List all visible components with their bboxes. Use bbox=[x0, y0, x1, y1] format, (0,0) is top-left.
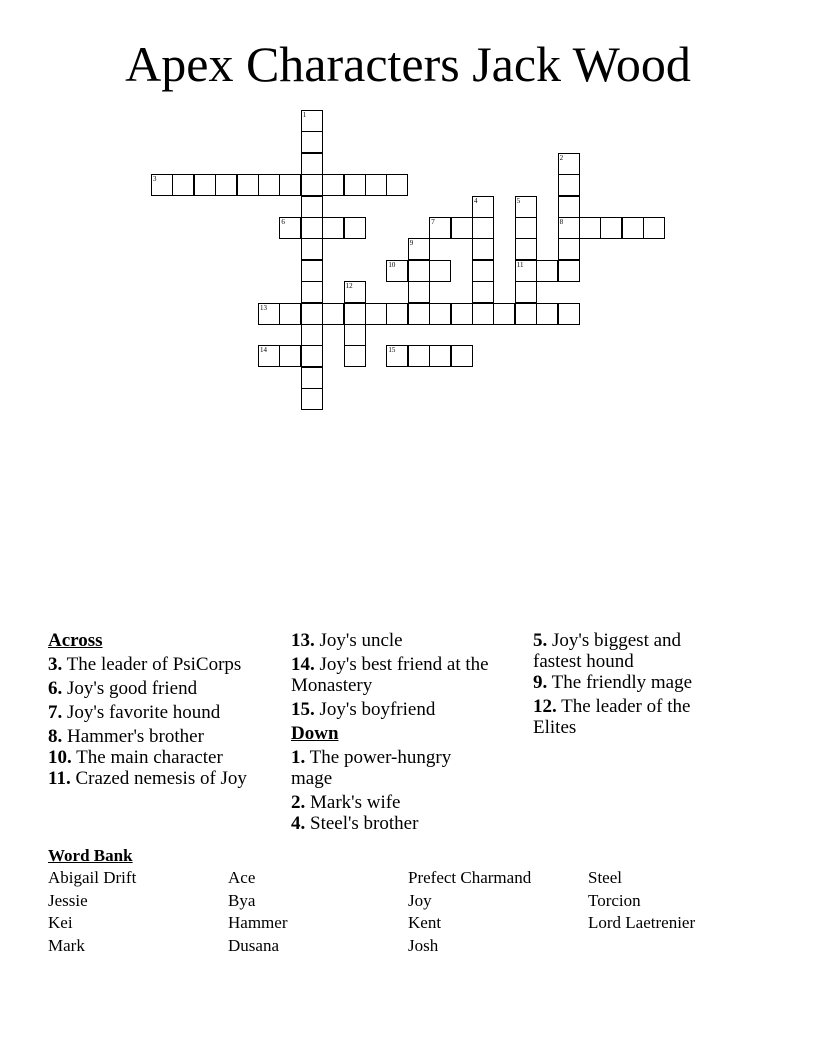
crossword-cell[interactable] bbox=[344, 345, 366, 367]
word-bank-item: Torcion bbox=[588, 890, 641, 910]
word-bank-title: Word Bank bbox=[48, 846, 133, 865]
crossword-cell[interactable] bbox=[301, 303, 323, 325]
crossword-cell[interactable] bbox=[515, 217, 537, 239]
clue-number: 10 bbox=[388, 260, 396, 269]
crossword-cell[interactable] bbox=[408, 303, 430, 325]
clue-across-8: 8. Hammer's brother bbox=[48, 726, 204, 747]
clue-across-13: 13. Joy's uncle bbox=[291, 630, 403, 651]
crossword-cell[interactable] bbox=[194, 174, 216, 196]
crossword-cell[interactable] bbox=[600, 217, 622, 239]
crossword-cell[interactable] bbox=[344, 324, 366, 346]
word-bank-item: Mark bbox=[48, 936, 85, 956]
word-bank-item: Ace bbox=[228, 868, 256, 887]
clue-number: 13 bbox=[260, 303, 267, 312]
crossword-cell[interactable] bbox=[472, 217, 494, 239]
clue-down-1: 1. The power-hungry mage bbox=[291, 747, 452, 789]
crossword-cell[interactable] bbox=[558, 174, 580, 196]
clue-number: 7 bbox=[431, 218, 435, 226]
clue-number: 15 bbox=[388, 346, 396, 355]
clue-down-5: 5. Joy's biggest and fastest hound bbox=[533, 630, 682, 672]
clue-down-12: 12. The leader of the Elites bbox=[533, 696, 691, 738]
crossword-cell[interactable] bbox=[386, 345, 408, 367]
crossword-cell[interactable] bbox=[151, 174, 173, 196]
crossword-cell[interactable] bbox=[622, 217, 644, 239]
crossword-cell[interactable] bbox=[386, 303, 408, 325]
crossword-cell[interactable] bbox=[408, 281, 430, 303]
crossword-cell[interactable] bbox=[386, 260, 408, 282]
crossword-cell[interactable] bbox=[558, 303, 580, 325]
clue-number: 14 bbox=[260, 346, 267, 355]
crossword-cell[interactable] bbox=[322, 303, 344, 325]
crossword-cell[interactable] bbox=[408, 238, 430, 260]
crossword-cell[interactable] bbox=[429, 217, 451, 239]
crossword-cell[interactable] bbox=[408, 260, 430, 282]
word-bank-item: Josh bbox=[408, 936, 439, 956]
crossword-cell[interactable] bbox=[515, 238, 537, 260]
crossword-cell[interactable] bbox=[472, 196, 494, 218]
crossword-cell[interactable] bbox=[301, 260, 323, 282]
clue-across-14: 14. Joy's best friend at the Monastery bbox=[291, 654, 489, 696]
clues-column-2 bbox=[291, 630, 491, 837]
clue-number: 4 bbox=[474, 196, 478, 205]
clues-column-1 bbox=[48, 630, 248, 792]
word-bank-item: Abigail Drift bbox=[48, 868, 137, 887]
crossword-cell[interactable] bbox=[301, 217, 323, 239]
crossword-cell[interactable] bbox=[365, 174, 387, 196]
crossword-cell[interactable] bbox=[536, 260, 558, 282]
crossword-cell[interactable] bbox=[429, 345, 451, 367]
crossword-cell[interactable] bbox=[386, 174, 408, 196]
crossword-cell[interactable] bbox=[258, 303, 280, 325]
clue-number: 12 bbox=[345, 282, 353, 291]
crossword-cell[interactable] bbox=[322, 174, 344, 196]
word-bank-item: Dusana bbox=[228, 936, 279, 956]
clue-number: 3 bbox=[153, 175, 157, 184]
crossword-cell[interactable] bbox=[472, 303, 494, 325]
crossword-cell[interactable] bbox=[558, 238, 580, 260]
down-heading: Down bbox=[291, 723, 339, 744]
across-heading: Across bbox=[48, 630, 103, 651]
puzzle-title: Apex Characters Jack Wood bbox=[125, 36, 691, 92]
crossword-cell[interactable] bbox=[344, 281, 366, 303]
word-bank-item: Kei bbox=[48, 913, 73, 933]
clue-number: 5 bbox=[516, 196, 521, 205]
crossword-cell[interactable] bbox=[536, 303, 558, 325]
crossword-cell[interactable] bbox=[344, 217, 366, 239]
clue-down-2: 2. Mark's wife bbox=[291, 792, 401, 813]
word-bank bbox=[48, 867, 768, 958]
crossword-cell[interactable] bbox=[472, 260, 494, 282]
crossword-cell[interactable] bbox=[451, 217, 473, 239]
crossword-cell[interactable] bbox=[258, 345, 280, 367]
clue-across-10: 10. The main character bbox=[48, 747, 223, 768]
crossword-cell[interactable] bbox=[301, 388, 323, 410]
crossword-cell[interactable] bbox=[279, 303, 301, 325]
clue-across-15: 15. Joy's boyfriend bbox=[291, 699, 436, 720]
crossword-cell[interactable] bbox=[301, 281, 323, 303]
crossword-cell[interactable] bbox=[451, 345, 473, 367]
crossword-grid bbox=[0, 0, 816, 420]
crossword-cell[interactable] bbox=[172, 174, 194, 196]
crossword-cell[interactable] bbox=[493, 303, 515, 325]
crossword-cell[interactable] bbox=[472, 281, 494, 303]
crossword-cell[interactable] bbox=[301, 324, 323, 346]
clue-number: 11 bbox=[516, 260, 524, 269]
clue-number: 8 bbox=[559, 218, 564, 226]
crossword-cell[interactable] bbox=[279, 345, 301, 367]
crossword-cell[interactable] bbox=[515, 303, 537, 325]
clue-down-4: 4. Steel's brother bbox=[291, 813, 419, 834]
crossword-cell[interactable] bbox=[301, 153, 323, 175]
crossword-cell[interactable] bbox=[301, 196, 323, 218]
crossword-cell[interactable] bbox=[472, 238, 494, 260]
crossword-cell[interactable] bbox=[301, 367, 323, 389]
crossword-cell[interactable] bbox=[344, 174, 366, 196]
crossword-cell[interactable] bbox=[301, 345, 323, 367]
crossword-cell[interactable] bbox=[279, 217, 301, 239]
crossword-cell[interactable] bbox=[365, 303, 387, 325]
crossword-cell[interactable] bbox=[258, 174, 280, 196]
word-bank-item: Kent bbox=[408, 913, 442, 933]
crossword-cell[interactable] bbox=[429, 303, 451, 325]
crossword-cell[interactable] bbox=[301, 110, 323, 132]
crossword-cell[interactable] bbox=[558, 260, 580, 282]
clue-number: 9 bbox=[409, 239, 414, 248]
crossword-cell[interactable] bbox=[344, 303, 366, 325]
crossword-cell[interactable] bbox=[301, 174, 323, 196]
clue-number: 2 bbox=[559, 153, 564, 162]
crossword-cell[interactable] bbox=[558, 153, 580, 175]
crossword-cell[interactable] bbox=[301, 238, 323, 260]
crossword-cell[interactable] bbox=[515, 281, 537, 303]
crossword-cell[interactable] bbox=[643, 217, 665, 239]
clue-across-3: 3. The leader of PsiCorps bbox=[48, 654, 242, 675]
word-bank-item: Steel bbox=[588, 868, 622, 887]
clue-across-6: 6. Joy's good friend bbox=[48, 678, 198, 699]
word-bank-item: Hammer bbox=[228, 913, 288, 933]
word-bank-item: Bya bbox=[228, 890, 256, 910]
crossword-cell[interactable] bbox=[515, 260, 537, 282]
word-bank-item: Prefect Charmand bbox=[408, 868, 532, 887]
crossword-cell[interactable] bbox=[515, 196, 537, 218]
crossword-cell[interactable] bbox=[408, 345, 430, 367]
clue-down-9: 9. The friendly mage bbox=[533, 672, 693, 693]
crossword-cell[interactable] bbox=[279, 174, 301, 196]
crossword-cell[interactable] bbox=[579, 217, 601, 239]
crossword-cell[interactable] bbox=[215, 174, 237, 196]
clue-across-7: 7. Joy's favorite hound bbox=[48, 702, 221, 723]
clues-column-3 bbox=[533, 630, 723, 741]
crossword-cell[interactable] bbox=[237, 174, 259, 196]
crossword-cell[interactable] bbox=[451, 303, 473, 325]
crossword-cell[interactable] bbox=[429, 260, 451, 282]
crossword-cell[interactable] bbox=[558, 217, 580, 239]
clue-number: 6 bbox=[281, 218, 285, 226]
crossword-cell[interactable] bbox=[301, 131, 323, 153]
word-bank-item: Jessie bbox=[48, 890, 88, 910]
crossword-cell[interactable] bbox=[558, 196, 580, 218]
crossword-cell[interactable] bbox=[322, 217, 344, 239]
clue-across-11: 11. Crazed nemesis of Joy bbox=[48, 768, 247, 789]
word-bank-item: Joy bbox=[408, 890, 432, 910]
word-bank-item: Lord Laetrenier bbox=[588, 913, 696, 933]
clue-number: 1 bbox=[302, 111, 307, 119]
